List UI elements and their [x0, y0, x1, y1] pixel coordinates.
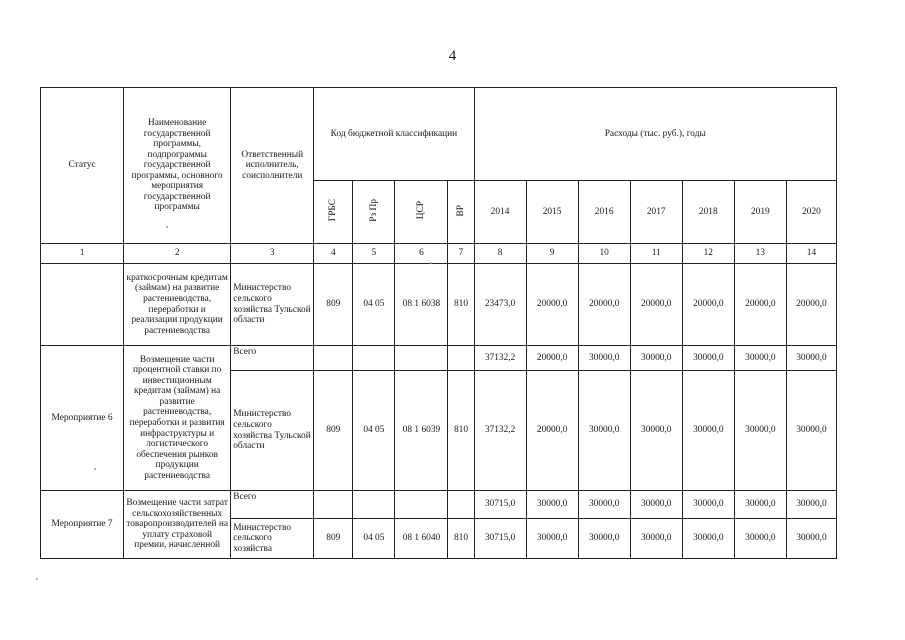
value-cell: 30000,0: [682, 346, 734, 371]
scan-speck: [94, 468, 96, 470]
header-code-rzpr: Рз Пр: [368, 198, 379, 222]
header-status: Статус: [41, 88, 124, 244]
header-executor: Ответственный исполнитель, соисполнители: [231, 88, 314, 244]
value-cell: 30000,0: [578, 519, 630, 559]
value-cell: 30000,0: [682, 371, 734, 491]
value-cell: 23473,0: [474, 264, 526, 346]
vr-cell: [448, 346, 474, 371]
value-cell: 20000,0: [630, 264, 682, 346]
csr-cell: [395, 346, 448, 371]
column-number: 5: [353, 244, 395, 264]
value-cell: 30000,0: [630, 371, 682, 491]
value-cell: 30000,0: [786, 346, 836, 371]
grbs-cell: [314, 346, 353, 371]
value-cell: 20000,0: [734, 264, 786, 346]
name-cell: краткосрочным кредитам (займам) на развитие растениеводства, переработки и реализации продукции растениеводства: [124, 264, 231, 346]
csr-cell: 08 1 6039: [395, 371, 448, 491]
column-number: 13: [734, 244, 786, 264]
column-number-row: [41, 244, 837, 264]
vr-cell: [448, 491, 474, 519]
executor-cell: Министерство сельского хозяйства Тульской области: [231, 264, 314, 346]
scan-speck: [36, 578, 38, 580]
executor-cell: Министерство сельского хозяйства Тульской области: [231, 371, 314, 491]
status-cell: Мероприятие 7: [41, 491, 124, 559]
value-cell: 30000,0: [786, 519, 836, 559]
value-cell: 30000,0: [630, 346, 682, 371]
value-cell: 30000,0: [682, 491, 734, 519]
grbs-cell: [314, 491, 353, 519]
vr-cell: 810: [448, 371, 474, 491]
header-year: 2017: [630, 181, 682, 244]
rzpr-cell: 04 05: [353, 519, 395, 559]
value-cell: 30715,0: [474, 519, 526, 559]
rzpr-cell: 04 05: [353, 264, 395, 346]
grbs-cell: 809: [314, 264, 353, 346]
value-cell: 30000,0: [734, 491, 786, 519]
rzpr-cell: [353, 491, 395, 519]
grbs-cell: 809: [314, 371, 353, 491]
column-number: 4: [314, 244, 353, 264]
value-cell: 30000,0: [578, 491, 630, 519]
scan-speck: [430, 262, 432, 264]
budget-table: [40, 87, 837, 559]
value-cell: 20000,0: [526, 371, 578, 491]
column-number: 12: [682, 244, 734, 264]
value-cell: 30715,0: [474, 491, 526, 519]
value-cell: 30000,0: [526, 491, 578, 519]
value-cell: 30000,0: [630, 491, 682, 519]
column-number: 10: [578, 244, 630, 264]
rzpr-cell: 04 05: [353, 371, 395, 491]
header-year: 2020: [786, 181, 836, 244]
grbs-cell: 809: [314, 519, 353, 559]
value-cell: 30000,0: [578, 371, 630, 491]
value-cell: 37132,2: [474, 371, 526, 491]
value-cell: 30000,0: [682, 519, 734, 559]
name-cell: Возмещение части процентной ставки по инвестиционным кредитам (займам) на развитие растениеводства, переработки и развития инфраструктуры и логистического обеспечения рынков продукции растениеводства: [124, 346, 231, 491]
vr-cell: 810: [448, 264, 474, 346]
value-cell: 20000,0: [786, 264, 836, 346]
value-cell: 30000,0: [734, 519, 786, 559]
value-cell: 30000,0: [786, 491, 836, 519]
rzpr-cell: [353, 346, 395, 371]
column-number: 6: [395, 244, 448, 264]
header-year: 2016: [578, 181, 630, 244]
value-cell: 20000,0: [578, 264, 630, 346]
executor-cell: Министерство сельского хозяйства: [231, 519, 314, 559]
header-year: 2018: [682, 181, 734, 244]
value-cell: 37132,2: [474, 346, 526, 371]
header-code-vr: ВР: [455, 204, 466, 216]
header-code-csr: ЦСР: [416, 201, 427, 220]
csr-cell: 08 1 6040: [395, 519, 448, 559]
column-number: 3: [231, 244, 314, 264]
value-cell: 30000,0: [578, 346, 630, 371]
status-cell: Мероприятие 6: [41, 346, 124, 491]
name-cell: Возмещение части затрат сельскохозяйственных товаропроизводителей на уплату страховой премии, начисленной: [124, 491, 231, 559]
header-name: Наименование государственной программы, подпрограммы государственной программы, основного мероприятия государственной программы: [124, 88, 231, 244]
table-row: [41, 491, 837, 519]
executor-cell: Всего: [231, 491, 314, 519]
status-cell: [41, 264, 124, 346]
header-expense-group: Расходы (тыс. руб.), годы: [474, 88, 836, 181]
header-row-1: [41, 88, 837, 181]
column-number: 8: [474, 244, 526, 264]
vr-cell: 810: [448, 519, 474, 559]
executor-cell: Всего: [231, 346, 314, 371]
value-cell: 30000,0: [786, 371, 836, 491]
value-cell: 30000,0: [526, 519, 578, 559]
column-number: 9: [526, 244, 578, 264]
table-row: [41, 346, 837, 371]
column-number: 2: [124, 244, 231, 264]
column-number: 14: [786, 244, 836, 264]
value-cell: 30000,0: [630, 519, 682, 559]
column-number: 11: [630, 244, 682, 264]
header-code-grbs: ГРБС: [328, 199, 339, 222]
column-number: 1: [41, 244, 124, 264]
value-cell: 30000,0: [734, 371, 786, 491]
csr-cell: [395, 491, 448, 519]
header-year: 2019: [734, 181, 786, 244]
table-row: [41, 264, 837, 346]
value-cell: 20000,0: [526, 264, 578, 346]
header-code-group: Код бюджетной классификации: [314, 88, 474, 181]
header-year: 2014: [474, 181, 526, 244]
column-number: 7: [448, 244, 474, 264]
page-number: 4: [448, 48, 457, 64]
header-year: 2015: [526, 181, 578, 244]
csr-cell: 08 1 6038: [395, 264, 448, 346]
value-cell: 30000,0: [734, 346, 786, 371]
scan-speck: [166, 226, 168, 228]
value-cell: 20000,0: [526, 346, 578, 371]
value-cell: 20000,0: [682, 264, 734, 346]
